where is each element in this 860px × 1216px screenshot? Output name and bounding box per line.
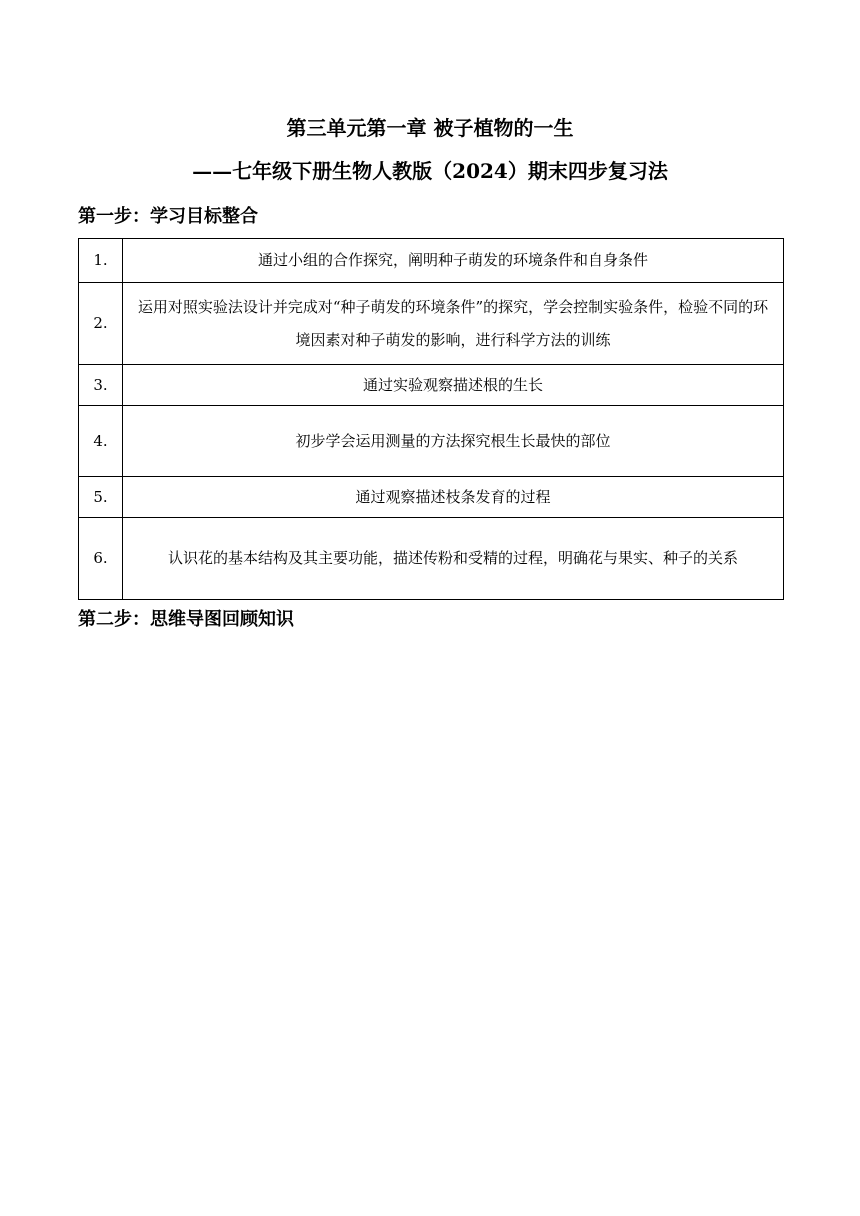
goal-number: 5.	[79, 477, 123, 518]
goal-text: 通过观察描述枝条发育的过程	[123, 477, 784, 518]
goal-number: 6.	[79, 518, 123, 600]
table-row	[79, 365, 784, 406]
goal-number: 4.	[79, 406, 123, 477]
learning-goals-table	[78, 238, 784, 600]
table-row	[79, 406, 784, 477]
goal-number: 2.	[79, 283, 123, 365]
page-subtitle: ——七年级下册生物人教版（2024）期末四步复习法	[192, 159, 668, 183]
goal-number: 3.	[79, 365, 123, 406]
goal-text: 通过小组的合作探究，阐明种子萌发的环境条件和自身条件	[123, 239, 784, 283]
goal-text: 运用对照实验法设计并完成对“种子萌发的环境条件”的探究，学会控制实验条件，检验不同的环境因素对种子萌发的影响，进行科学方法的训练	[123, 283, 784, 365]
table-row	[79, 239, 784, 283]
step1-heading: 第一步：学习目标整合	[78, 206, 258, 227]
goal-text: 认识花的基本结构及其主要功能，描述传粉和受精的过程，明确花与果实、种子的关系	[123, 518, 784, 600]
step2-heading: 第二步：思维导图回顾知识	[78, 609, 294, 630]
goal-number: 1.	[79, 239, 123, 283]
table-row	[79, 477, 784, 518]
table-row	[79, 518, 784, 600]
table-row	[79, 283, 784, 365]
goal-text: 初步学会运用测量的方法探究根生长最快的部位	[123, 406, 784, 477]
goal-text: 通过实验观察描述根的生长	[123, 365, 784, 406]
page-title: 第三单元第一章 被子植物的一生	[286, 116, 574, 140]
